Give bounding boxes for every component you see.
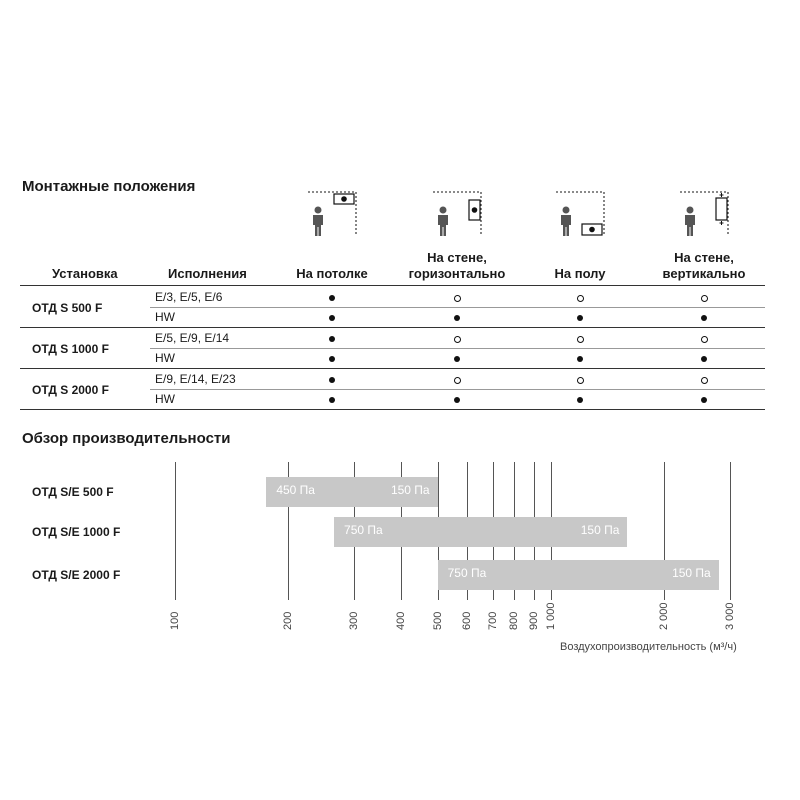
col-install-header: Установка (52, 266, 118, 281)
empty-dot-icon (454, 336, 461, 343)
position-label: На стене, (427, 250, 487, 265)
filled-dot-icon (577, 397, 583, 403)
variant-label: HW (155, 310, 175, 324)
ceiling-mount-icon (304, 188, 360, 243)
bar-right-label: 150 Па (672, 566, 711, 580)
position-label: На потолке (296, 266, 368, 281)
empty-dot-icon (577, 377, 584, 384)
tick-label: 900 (528, 611, 540, 630)
filled-dot-icon (329, 295, 335, 301)
position-label: вертикально (662, 266, 746, 281)
filled-dot-icon (329, 315, 335, 321)
grid-line (175, 462, 176, 600)
filled-dot-icon (577, 315, 583, 321)
performance-bar (438, 560, 719, 590)
performance-bar (334, 517, 627, 547)
tick-label: 3 000 (724, 602, 736, 630)
model-name: ОТД S 1000 F (32, 342, 109, 356)
empty-dot-icon (577, 336, 584, 343)
filled-dot-icon (701, 356, 707, 362)
position-label: На полу (554, 266, 606, 281)
row-divider (150, 307, 765, 308)
variant-label: E/5, E/9, E/14 (155, 331, 230, 345)
grid-line (730, 462, 731, 600)
tick-label: 2 000 (658, 602, 670, 630)
position-label: На стене, (674, 250, 734, 265)
series-name: ОТД S/E 2000 F (32, 568, 121, 582)
model-name: ОТД S 500 F (32, 301, 103, 315)
empty-dot-icon (701, 336, 708, 343)
bar-right-label: 150 Па (390, 483, 430, 497)
row-divider (150, 389, 765, 390)
tick-label: 800 (508, 611, 520, 630)
row-divider (150, 348, 765, 349)
position-label: горизонтально (408, 266, 506, 281)
empty-dot-icon (701, 295, 708, 302)
bar-right-label: 150 Па (580, 523, 620, 537)
series-name: ОТД S/E 1000 F (32, 525, 121, 539)
tick-label: 200 (282, 611, 294, 630)
empty-dot-icon (454, 377, 461, 384)
empty-dot-icon (454, 295, 461, 302)
empty-dot-icon (701, 377, 708, 384)
empty-dot-icon (577, 295, 584, 302)
wall-vertical-mount-icon (676, 188, 732, 243)
bar-left-label: 750 Па (344, 523, 383, 537)
group-divider (20, 368, 765, 369)
filled-dot-icon (329, 397, 335, 403)
variant-label: HW (155, 351, 175, 365)
filled-dot-icon (701, 397, 707, 403)
bar-left-label: 750 Па (447, 566, 487, 580)
tick-label: 100 (169, 611, 181, 630)
variant-label: E/9, E/14, E/23 (155, 372, 236, 386)
mounting-title: Монтажные положения (22, 178, 196, 195)
variant-label: HW (155, 392, 175, 406)
tick-label: 1 000 (545, 602, 557, 630)
floor-mount-icon (552, 188, 608, 243)
filled-dot-icon (329, 356, 335, 362)
group-divider (20, 327, 765, 328)
bar-left-label: 450 Па (276, 483, 315, 497)
tick-label: 300 (348, 611, 360, 630)
variant-label: E/3, E/5, E/6 (155, 290, 223, 304)
series-name: ОТД S/E 500 F (32, 485, 114, 499)
tick-label: 600 (461, 611, 473, 630)
filled-dot-icon (577, 356, 583, 362)
filled-dot-icon (454, 397, 460, 403)
model-name: ОТД S 2000 F (32, 383, 109, 397)
filled-dot-icon (701, 315, 707, 321)
filled-dot-icon (329, 377, 335, 383)
x-axis-label: Воздухопроизводительность (м³/ч) (560, 641, 737, 653)
performance-bar (266, 477, 437, 507)
header-divider (20, 285, 765, 286)
group-divider (20, 409, 765, 410)
filled-dot-icon (454, 315, 460, 321)
tick-label: 400 (395, 611, 407, 630)
wall-horizontal-mount-icon (429, 188, 485, 243)
performance-title: Обзор производительности (22, 430, 231, 447)
filled-dot-icon (454, 356, 460, 362)
col-variants-header: Исполнения (168, 266, 247, 281)
tick-label: 500 (432, 611, 444, 630)
tick-label: 700 (487, 611, 499, 630)
filled-dot-icon (329, 336, 335, 342)
